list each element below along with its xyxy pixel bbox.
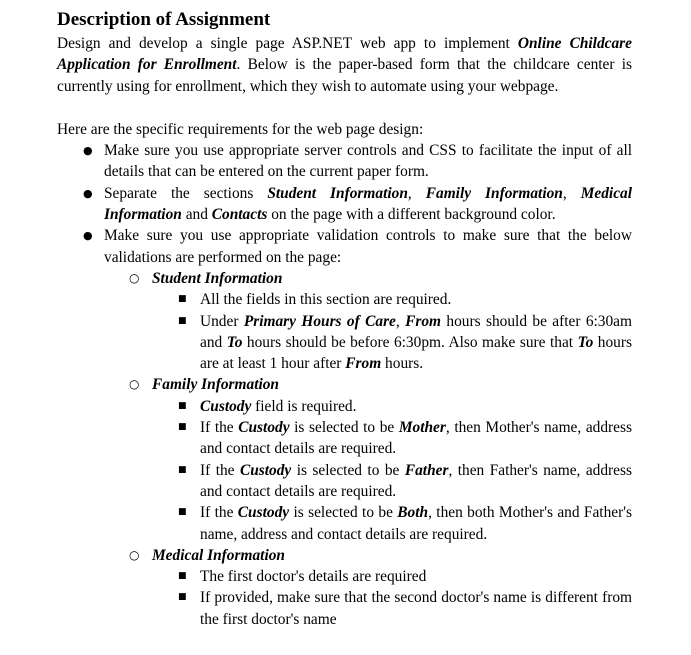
bullet-square-icon: ■ — [178, 315, 187, 326]
section-title: Family Information — [152, 376, 279, 394]
app-name-emphasis: Online Childcare Application for Enrollment — [57, 35, 632, 74]
rule-text: If the Custody is selected to be Both, then both Mother's and Father's name, address and contact details are required. — [200, 504, 632, 543]
list-item — [57, 183, 632, 226]
bullet-disc-icon: ● — [83, 144, 93, 158]
bullet-circle-icon: ○ — [129, 547, 140, 562]
rule-list — [57, 396, 632, 545]
list-item — [57, 396, 632, 417]
rule-text: If the Custody is selected to be Father, then Father's name, address and contact details are required. — [200, 461, 632, 500]
bullet-circle-icon: ○ — [129, 270, 140, 285]
assignment-document — [57, 6, 632, 630]
section-family — [57, 374, 632, 544]
bullet-disc-icon: ● — [83, 229, 93, 243]
bullet-square-icon: ■ — [178, 464, 187, 475]
rule-text: If provided, make sure that the second doctor's name is different from the first doctor's name — [200, 589, 632, 628]
list-item — [57, 417, 632, 460]
rule-list — [57, 566, 632, 630]
rule-text: All the fields in this section are required. — [200, 291, 452, 309]
requirements-intro: Here are the specific requirements for the web page design: — [57, 120, 424, 138]
list-item — [57, 587, 632, 630]
requirement-text: Make sure you use appropriate server controls and CSS to facilitate the input of all details that can be entered on the current paper form. — [104, 142, 632, 181]
requirement-text: Make sure you use appropriate validation controls to make sure that the below validations are performed on the page: — [104, 227, 632, 266]
section-title: Student Information — [152, 269, 283, 287]
page-title: Description of Assignment — [57, 9, 271, 30]
bullet-disc-icon: ● — [83, 186, 93, 200]
bullet-square-icon: ■ — [178, 294, 187, 305]
bullet-circle-icon: ○ — [129, 377, 140, 392]
list-item — [57, 502, 632, 545]
list-item — [57, 289, 632, 310]
bullet-square-icon: ■ — [178, 422, 187, 433]
rule-text: The first doctor's details are required — [200, 568, 427, 586]
bullet-square-icon: ■ — [178, 571, 187, 582]
intro-text: Design and develop a single page ASP.NET web app to implement — [57, 35, 518, 52]
section-title: Medical Information — [152, 546, 285, 564]
list-item — [57, 225, 632, 630]
list-item — [57, 460, 632, 503]
list-item — [57, 566, 632, 587]
section-student — [57, 268, 632, 374]
intro-paragraph — [57, 33, 632, 97]
section-medical — [57, 545, 632, 630]
requirements-list — [57, 140, 632, 630]
bullet-square-icon: ■ — [178, 592, 187, 603]
list-item — [57, 140, 632, 183]
bullet-square-icon: ■ — [178, 400, 187, 411]
validation-sections-list — [57, 268, 632, 630]
list-item — [57, 311, 632, 375]
requirement-text: Separate the sections Student Information, Family Information, Medical Information and Contacts on the page with a different background color. — [104, 184, 633, 224]
rule-text: If the Custody is selected to be Mother, then Mother's name, address and contact details are required. — [200, 419, 632, 458]
rule-list — [57, 289, 632, 374]
rule-text: Under Primary Hours of Care, From hours should be after 6:30am and To hours should be before 6:30pm. Also make sure that To hours are at least 1 hour after From hours. — [200, 312, 632, 373]
rule-text: Custody field is required. — [200, 397, 357, 415]
intro-text-end: . Below is the paper-based form that the childcare center is currently using for enrollment, which they wish to automate using your webpage. — [57, 56, 632, 95]
bullet-square-icon: ■ — [178, 507, 187, 518]
